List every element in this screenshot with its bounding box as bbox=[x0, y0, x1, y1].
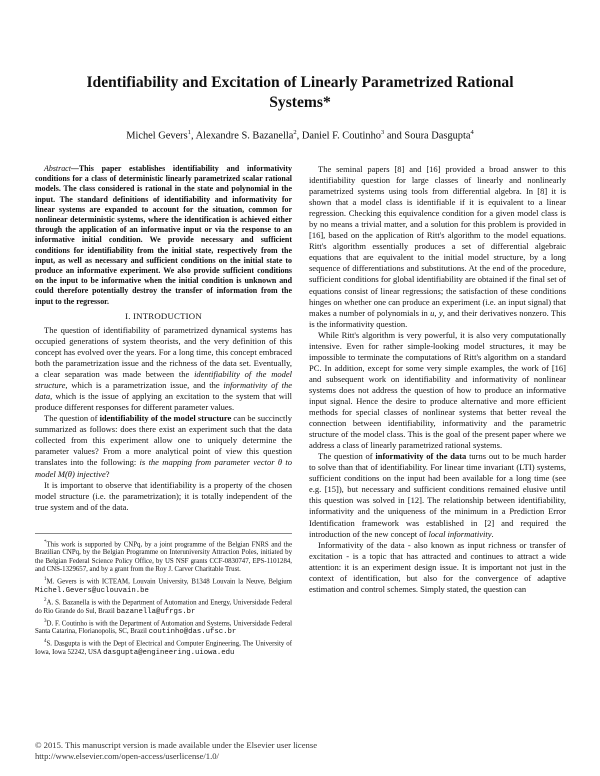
right-column bbox=[309, 164, 566, 595]
footnotes bbox=[35, 533, 292, 658]
bold-text: informativity of the data bbox=[375, 451, 467, 462]
math-symbol: y bbox=[438, 307, 443, 318]
paragraph-text: ? bbox=[105, 468, 110, 479]
author-affiliation-mark: 2 bbox=[293, 129, 297, 136]
footnote-3 bbox=[35, 618, 292, 637]
paragraph-text: The seminal papers [8] and [16] provided a broad answer to this identifiability question for large classes of linearly and nonlinearly parametrized systems using tools from differential algebra. In [8] it is shown that a model class is identifiable if it is equivalent to a linear regression. Checking this equivalence condition for a given model class is by no means a trivial matter, and a solution for this problem is provided in [16], based on the application of Ritt's algorithm to the model equations. Ritt's algorithm essentially produces a set of differential algebraic equations that are equivalent to the initial model structure, by a long sequence of differentiations and substitutions. At the end of the procedure, sufficient conditions for global identifiability are obtained if the final set of equations consist of linear regressions; the satisfaction of these conditions hinges on whether one can produce an experiment (i.e. an input signal) that makes a number of polynomials in bbox=[309, 164, 566, 318]
author-affiliation-mark: 1 bbox=[187, 129, 191, 136]
footnote-mark: 4 bbox=[44, 639, 47, 645]
license-footer bbox=[35, 740, 575, 762]
abstract bbox=[35, 164, 292, 307]
author-name: Michel Gevers bbox=[126, 130, 188, 142]
paragraph-text: can be succinctly summarized as follows: does there exist an experiment such that the data collected from this experiment allow one to uniquely determine the parameter values? From a more analytical point of view this question translates into the following: bbox=[35, 413, 292, 468]
paragraph-text: turns out to be much harder to solve than that of identifiability. For linear time invariant (LTI) systems, sufficient conditions on the input had been available for a long time (see e.g. [15]), but necessary and sufficient conditions remained elusive until this question was solved in [12]. The relationship between identifiability, informativity and the uniqueness of the minimum in a Prediction Error Identification framework was established in [2] and required the introduction of the new concept of bbox=[309, 451, 566, 539]
intro-paragraph-1 bbox=[35, 325, 292, 413]
copyright-notice: © 2015. This manuscript version is made available under the Elsevier user license bbox=[35, 740, 318, 750]
author-email: Michel.Gevers@uclouvain.be bbox=[35, 587, 149, 596]
paragraph-text: , bbox=[434, 307, 439, 318]
footnote-text: A. S. Bazanella is with the Department of Automation and Energy, Universidade Federal do Rio Grande do Sul, Brazil bbox=[35, 599, 292, 615]
paper-title: Identifiability and Excitation of Linearly Parametrized Rational Systems* bbox=[86, 74, 514, 111]
footnote-text: M. Gevers is with ICTEAM, Louvain University, B1348 Louvain la Neuve, Belgium bbox=[46, 578, 292, 586]
intro-paragraph-5: While Ritt's algorithm is very powerful, it is also very computationally intensive. Even for rather simple-looking model structures, it may be impossible to terminate the computations of Ritt's algorithm on a standard PC. In addition, except for some very simple examples, the work of [16] and subsequent work on identifiability and informativity of nonlinear systems does not address the question of how to produce an informative input signal. Hence the desire to produce alternative and more efficient methods for special classes of nonlinear systems that better reveal the connection between identifiability, informativity and the parametric structure of the model class. This is the goal of the present paper where we address a class of linearly parametrized rational systems. bbox=[309, 329, 566, 451]
abstract-label: Abstract bbox=[44, 164, 71, 173]
emphasis-text: is the mapping from parameter vector θ to model M(θ) injective bbox=[35, 457, 293, 479]
footnote-mark: 2 bbox=[44, 597, 47, 603]
intro-paragraph-6 bbox=[309, 451, 566, 539]
author-name: Daniel F. Coutinho bbox=[301, 130, 381, 142]
paragraph-text: , which is the issue of applying an excitation to the system that will produce different responses for different parameter values. bbox=[35, 391, 292, 413]
paragraph-text: The question of bbox=[318, 451, 376, 462]
intro-paragraph-2 bbox=[35, 413, 292, 479]
author-separator: , bbox=[296, 130, 302, 142]
math-symbol: u bbox=[430, 307, 435, 318]
footnote-4 bbox=[35, 638, 292, 657]
intro-paragraph-4 bbox=[309, 164, 566, 330]
intro-paragraph-7: Informativity of the data - also known as input richness or transfer of excitation - is a topic that has attracted and continues to attract a wide attention: it is an experiment design issue. It is important not just in the context of identification, but also for the convergence of adaptive estimation and control schemes. Simply stated, the question can bbox=[309, 539, 566, 594]
license-url[interactable]: http://www.elsevier.com/open-access/userlicense/1.0/ bbox=[35, 751, 219, 761]
author-separator: , bbox=[190, 130, 196, 142]
section-heading-introduction: I. INTRODUCTION bbox=[125, 310, 202, 321]
emphasis-text: identifiability of the model structure bbox=[35, 369, 292, 391]
bold-text: identifiability of the model structure bbox=[99, 413, 232, 424]
paragraph-text: , which is a parametrization issue, and the bbox=[65, 380, 224, 391]
author-name: Soura Dasgupta bbox=[404, 130, 471, 142]
paragraph-text: . bbox=[491, 528, 494, 539]
footnote-1 bbox=[35, 576, 292, 595]
author-email: coutinho@das.ufsc.br bbox=[148, 628, 237, 637]
emphasis-text: informativity of the data bbox=[35, 380, 292, 402]
author-email: bazanella@ufrgs.br bbox=[116, 607, 196, 616]
author-list bbox=[60, 126, 540, 142]
author-affiliation-mark: 4 bbox=[470, 129, 474, 136]
author-separator: and bbox=[384, 130, 405, 142]
author-email: dasgupta@engineering.uiowa.edu bbox=[103, 649, 235, 658]
author-name: Alexandre S. Bazanella bbox=[195, 130, 294, 142]
left-column bbox=[35, 164, 292, 659]
footnote-mark: 1 bbox=[44, 577, 47, 583]
paragraph-text: , and their derivatives nonzero. This is the informativity question. bbox=[309, 307, 566, 329]
intro-paragraph-3: It is important to observe that identifiability is a property of the chosen model structure (i.e. the parametrization); it is totally independent of the true system and of the data. bbox=[35, 479, 292, 512]
footnote-mark: 3 bbox=[44, 618, 47, 624]
footnote-text: This work is supported by CNPq, by a joint programme of the Belgian FNRS and the Brazilian CNPq, by the Belgian Programme on Interuniversity Attraction Poles, initiated by the Belgian Federal Science Policy Office, by US NSF grants CCF-0830747, EPS-1101284, and CNS-1329657, and by a grant from the Roy J. Carver Charitable Trust. bbox=[35, 540, 292, 574]
abstract-text: —This paper establishes identifiability and informativity conditions for a class of deterministic linearly parametrized scalar rational models. The class considered is rational in the state and polynomial in the input. The standard definitions of identifiability and informativity for linear systems are expanded to account for the situation, common for nonlinear deterministic systems, where the identification is achieved either through the application of an informative input or via the response to an informative initial condition. We provide necessary and sufficient conditions for identifiability from the initial state, respectively from the input, as well as necessary and sufficient conditions on the initial state to produce an informative experiment. We also provide sufficient conditions on the input to be informative when the initial condition is unknown and could therefore potentially destroy the transfer of information from the input to the regressor. bbox=[35, 164, 292, 306]
footnote-text: S. Dasgupta is with the Dept of Electrical and Computer Engineering, The University of Iowa, Iowa 52242, USA bbox=[35, 640, 292, 657]
paragraph-text: The question of identifiability of parametrized dynamical systems has occupied generations of system theorists, and the very definition of this concept has evolved over the years. For a long time, this concept embraced both the parametrization issue and the richness of the data set. Eventually, a clear separation was made between the bbox=[35, 324, 292, 380]
author-affiliation-mark: 3 bbox=[380, 129, 385, 136]
footnote-text: D. F. Coutinho is with the Department of Automation and Systems, Universidade Federal Santa Catarina, Florianopolis, SC, Brazil bbox=[35, 619, 292, 636]
footnote-2 bbox=[35, 597, 292, 616]
emphasis-text: local informativity bbox=[428, 528, 492, 539]
paragraph-text: The question of bbox=[44, 413, 100, 424]
footnote-mark: * bbox=[44, 539, 47, 545]
footnote-funding bbox=[35, 539, 292, 575]
